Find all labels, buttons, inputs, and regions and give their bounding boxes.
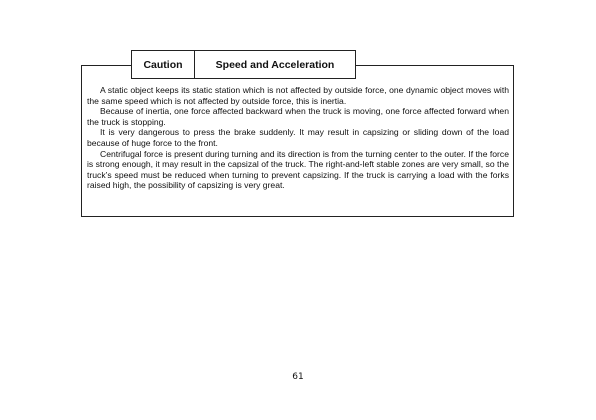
caution-label: Caution	[131, 50, 195, 79]
section-title: Speed and Acceleration	[195, 50, 356, 79]
paragraph-centrifugal-force: Centrifugal force is present during turning and its direction is from the turning center to the outer. If the force is strong enough, it may result in the capsizal of the truck. The right-and-left stable zones are very small, so the truck’s speed must be reduced when turning to prevent capsizing. If the truck is carrying a load with the forks raised high, the possibility of capsizing is very great.	[87, 148, 509, 191]
page-number: 61	[292, 372, 304, 382]
paragraph-inertia: A static object keeps its static station which is not affected by outside force, one dynamic object moves with the same speed which is not affected by outside force, this is inertia.	[87, 85, 509, 106]
caution-body	[87, 85, 509, 191]
caution-header	[131, 50, 356, 79]
paragraph-sudden-braking: It is very dangerous to press the brake suddenly. It may result in capsizing or sliding down of the load because of huge force to the front.	[87, 127, 509, 148]
paragraph-backward-forward-force: Because of inertia, one force affected backward when the truck is moving, one force affected forward when the truck is stopping.	[87, 106, 509, 127]
